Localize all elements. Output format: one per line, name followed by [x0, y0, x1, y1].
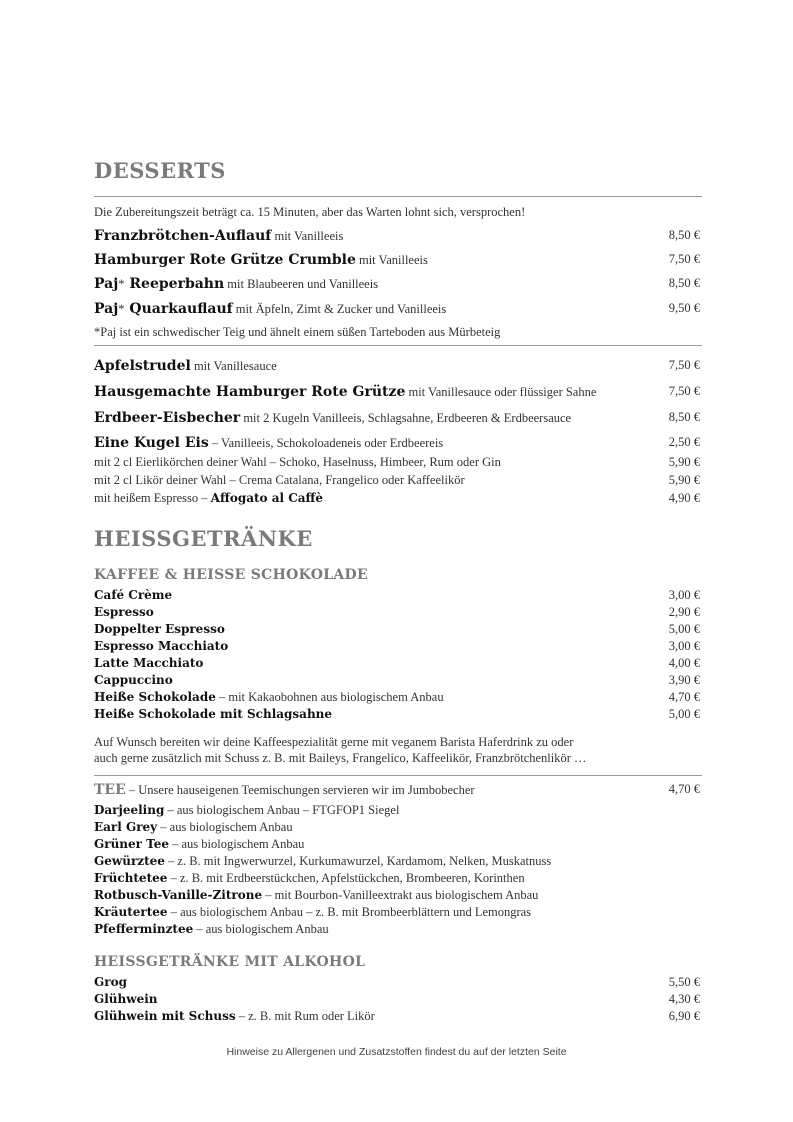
item-name: Gewürztee: [94, 854, 165, 868]
tee-item: [94, 854, 702, 869]
item-price: 6,90 €: [668, 1009, 700, 1023]
item-price: 3,90 €: [668, 673, 700, 687]
item-name: Paj: [94, 276, 119, 292]
menu-item: [94, 252, 702, 268]
item-price: 8,50 €: [668, 410, 700, 424]
tee-item: [94, 837, 702, 852]
item-price: 5,00 €: [668, 707, 700, 721]
item-desc: mit Blaubeeren und Vanilleeis: [227, 277, 379, 291]
item-desc: – aus biologischem Anbau: [160, 820, 293, 834]
item-price: 5,90 €: [668, 473, 700, 487]
desserts-heading: DESSERTS: [94, 158, 226, 183]
eis-extra: mit 2 cl Eierlikörchen deiner Wahl – Schoko, Haselnuss, Himbeer, Rum oder Gin 5,90 €: [94, 455, 700, 469]
item-desc: – z. B. mit Ingwerwurzel, Kurkumawurzel, Kardamom, Nelken, Muskatnuss: [168, 854, 552, 868]
item-name: Franzbrötchen-Auflauf: [94, 228, 272, 244]
menu-item: [94, 276, 702, 292]
item-name: Paj: [94, 301, 119, 317]
menu-item: [94, 673, 702, 688]
item-name: Hausgemachte Hamburger Rote Grütze: [94, 384, 406, 400]
item-price: 5,90 €: [668, 455, 700, 469]
item-price: 4,30 €: [668, 992, 700, 1006]
item-desc: – aus biologischem Anbau – z. B. mit Brombeerblättern und Lemongras: [170, 905, 532, 919]
item-price: 4,70 €: [668, 690, 700, 704]
menu-item: [94, 435, 702, 451]
item-name: Früchtetee: [94, 871, 168, 885]
footnote-star: *: [118, 277, 125, 291]
kaffee-heading: KAFFEE & HEISSE SCHOKOLADE: [94, 567, 368, 583]
item-desc: – aus biologischem Anbau: [172, 837, 305, 851]
alkohol-heading: HEISSGETRÄNKE MIT ALKOHOL: [94, 954, 366, 970]
menu-item: [94, 588, 702, 603]
tee-item: [94, 871, 702, 886]
menu-item: [94, 975, 702, 990]
desserts-intro: Die Zubereitungszeit beträgt ca. 15 Minuten, aber das Warten lohnt sich, versprochen!: [94, 205, 526, 219]
item-name-2: Reeperbahn: [124, 276, 225, 292]
item-price: 3,00 €: [668, 639, 700, 653]
kaffee-note: Auf Wunsch bereiten wir deine Kaffeespezialität gerne mit veganem Barista Haferdrink zu oder auch gerne zusätzlich mit Schuss z. B. mit Baileys, Frangelico, Kaffeelikör, Franzbrötchenlikör …: [94, 735, 587, 765]
menu-item: [94, 992, 702, 1007]
item-desc: – aus biologischem Anbau: [196, 922, 329, 936]
tee-item: [94, 922, 702, 937]
menu-item: [94, 384, 702, 400]
item-desc: mit Vanilleeis: [274, 229, 344, 243]
item-price: 3,00 €: [668, 588, 700, 602]
item-price: 7,50 €: [668, 358, 700, 372]
eis-extra: mit 2 cl Likör deiner Wahl – Crema Catalana, Frangelico oder Kaffeelikör 5,90 €: [94, 473, 700, 487]
item-price: 7,50 €: [668, 252, 700, 266]
menu-item: [94, 228, 702, 244]
menu-item: [94, 410, 702, 426]
tee-intro: – Unsere hauseigenen Teemischungen servieren wir im Jumbobecher: [128, 783, 475, 797]
item-desc: mit Vanillesauce oder flüssiger Sahne: [408, 385, 597, 399]
item-price: 8,50 €: [668, 276, 700, 290]
item-name: Grog: [94, 975, 127, 989]
tee-item: [94, 803, 702, 818]
item-name: Heiße Schokolade mit Schlagsahne: [94, 707, 333, 721]
item-name: Heiße Schokolade: [94, 690, 216, 704]
item-name-2: Quarkauflauf: [124, 301, 233, 317]
item-desc: – mit Kakaobohnen aus biologischem Anbau: [218, 690, 444, 704]
menu-item: [94, 301, 702, 317]
item-desc: mit Äpfeln, Zimt & Zucker und Vanilleeis: [235, 302, 447, 316]
item-name: Glühwein: [94, 992, 158, 1006]
menu-item: [94, 639, 702, 654]
tee-item: [94, 888, 702, 903]
divider: [94, 345, 702, 346]
eis-extra: mit heißem Espresso – Affogato al Caffè 4,90 €: [94, 491, 700, 505]
tee-item: [94, 905, 702, 920]
tee-heading: TEE – Unsere hauseigenen Teemischungen servieren wir im Jumbobecher 4,70 €: [94, 782, 700, 798]
paj-footnote: *Paj ist ein schwedischer Teig und ähnelt einem süßen Tarteboden aus Mürbeteig: [94, 325, 501, 339]
menu-item: [94, 690, 702, 705]
menu-item: [94, 707, 702, 722]
item-desc: mit Vanillesauce: [193, 359, 277, 373]
menu-item: [94, 358, 702, 374]
tee-item: [94, 820, 702, 835]
item-name: Glühwein mit Schuss: [94, 1009, 236, 1023]
item-name: Darjeeling: [94, 803, 165, 817]
heissgetraenke-heading: HEISSGETRÄNKE: [94, 526, 313, 551]
item-name: Earl Grey: [94, 820, 158, 834]
menu-item: [94, 622, 702, 637]
item-name: Latte Macchiato: [94, 656, 204, 670]
item-name: Grüner Tee: [94, 837, 169, 851]
item-desc: mit Vanilleeis: [358, 253, 428, 267]
item-desc: – mit Bourbon-Vanilleextrakt aus biologischem Anbau: [265, 888, 539, 902]
item-price: 9,50 €: [668, 301, 700, 315]
item-name: Rotbusch-Vanille-Zitrone: [94, 888, 263, 902]
item-price: 7,50 €: [668, 384, 700, 398]
item-name: Cappuccino: [94, 673, 173, 687]
item-name: Espresso: [94, 605, 154, 619]
menu-item: [94, 605, 702, 620]
allergen-footer: Hinweise zu Allergenen und Zusatzstoffen findest du auf der letzten Seite: [226, 1046, 567, 1058]
item-name: Doppelter Espresso: [94, 622, 225, 636]
item-price: 4,90 €: [668, 491, 700, 505]
item-name: Pfefferminztee: [94, 922, 194, 936]
item-price: 5,50 €: [668, 975, 700, 989]
item-price: 2,50 €: [668, 435, 700, 449]
menu-item: [94, 1009, 702, 1024]
divider: [94, 196, 702, 197]
item-name: Erdbeer-Eisbecher: [94, 410, 241, 426]
menu-item: [94, 656, 702, 671]
item-name: Eine Kugel Eis: [94, 435, 209, 451]
item-desc: – z. B. mit Rum oder Likör: [238, 1009, 375, 1023]
divider: [94, 775, 702, 776]
item-price: 4,00 €: [668, 656, 700, 670]
item-name: Espresso Macchiato: [94, 639, 229, 653]
item-name: Apfelstrudel: [94, 358, 191, 374]
item-desc: – Vanilleeis, Schokoloadeneis oder Erdbeereis: [211, 436, 444, 450]
item-desc: – z. B. mit Erdbeerstückchen, Apfelstückchen, Brombeeren, Korinthen: [170, 871, 525, 885]
item-price: 5,00 €: [668, 622, 700, 636]
item-name: Kräutertee: [94, 905, 168, 919]
item-name: Hamburger Rote Grütze Crumble: [94, 252, 356, 268]
footnote-star: *: [118, 302, 125, 316]
item-price: 8,50 €: [668, 228, 700, 242]
item-desc: mit 2 Kugeln Vanilleeis, Schlagsahne, Erdbeeren & Erdbeersauce: [243, 411, 572, 425]
tee-price: 4,70 €: [668, 782, 700, 796]
item-name: Café Crème: [94, 588, 173, 602]
item-price: 2,90 €: [668, 605, 700, 619]
item-desc: – aus biologischem Anbau – FTGFOP1 Siegel: [167, 803, 400, 817]
affogato-name: Affogato al Caffè: [210, 491, 324, 505]
